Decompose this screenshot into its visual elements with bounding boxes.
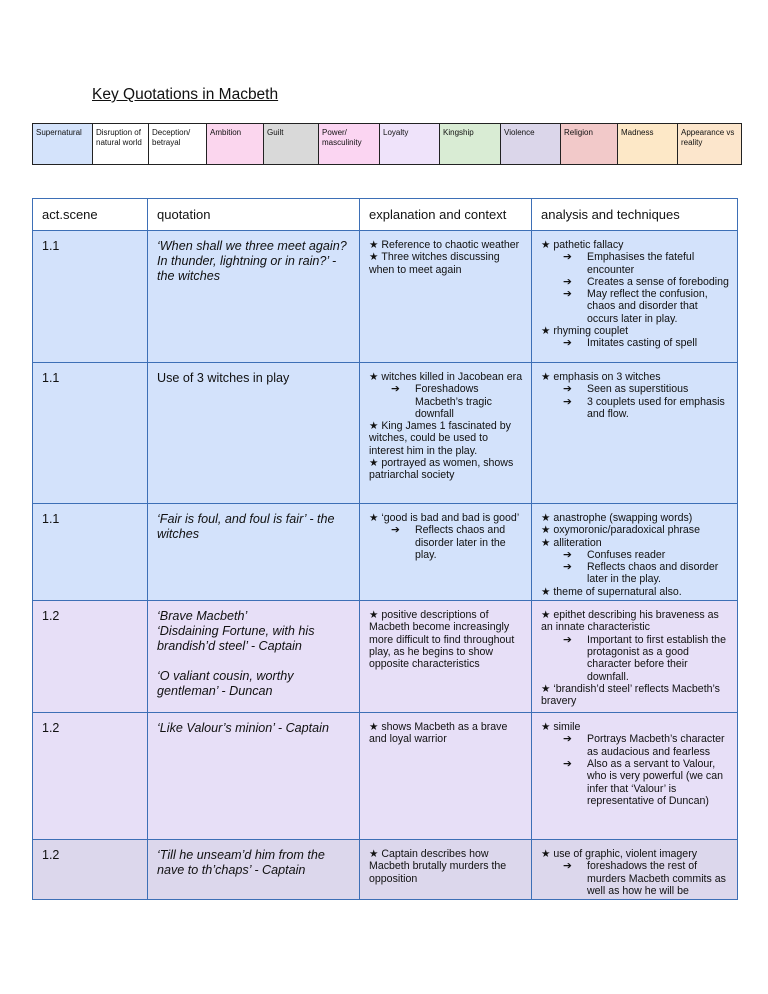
- bullet-text: King James 1 fascinated by witches, could be used to interest him in the play.: [369, 420, 511, 457]
- star-icon: ★: [541, 371, 554, 383]
- arrow-icon: ➔: [563, 337, 572, 350]
- act-scene-cell: 1.2: [33, 713, 148, 840]
- bullet-point: [369, 239, 524, 251]
- quotation-cell: [148, 601, 360, 713]
- bullet-text: positive descriptions of Macbeth become increasingly more difficult to find throughout play, as he begins to show opposite characteristics: [369, 609, 515, 671]
- key-appearance-vs-reality: Appearance vs reality: [678, 124, 742, 165]
- quotation-cell: [148, 231, 360, 363]
- quotation-cell: [148, 504, 360, 601]
- sub-bullet-point: [541, 337, 730, 349]
- sub-bullet-point: [541, 733, 730, 758]
- quotation-line: ‘Like Valour’s minion’ - Captain: [157, 721, 329, 736]
- bullet-text: Seen as superstitious: [587, 383, 689, 396]
- quotations-table: [32, 198, 738, 900]
- bullet-point: [369, 848, 524, 885]
- bullet-text: shows Macbeth as a brave and loyal warrior: [369, 721, 508, 746]
- sub-bullet-point: [541, 758, 730, 807]
- sub-bullet-point: [541, 860, 730, 897]
- star-icon: ★: [369, 721, 382, 734]
- star-icon: ★: [541, 848, 554, 861]
- header-row: [33, 199, 738, 231]
- page-title: Key Quotations in Macbeth: [92, 86, 279, 103]
- analysis-cell: [532, 504, 738, 601]
- sub-bullet-point: [541, 561, 730, 586]
- analysis-cell: [532, 363, 738, 504]
- bullet-text: theme of supernatural also.: [553, 585, 682, 598]
- bullet-text: Reference to chaotic weather: [381, 239, 520, 251]
- star-icon: ★: [541, 512, 554, 524]
- star-icon: ★: [541, 609, 554, 622]
- sub-bullet-point: [369, 524, 524, 561]
- key-supernatural: Supernatural: [33, 124, 93, 165]
- bullet-text: Also as a servant to Valour, who is very powerful (we can infer that ‘Valour’ is representative of Duncan): [587, 757, 724, 807]
- arrow-icon: ➔: [563, 395, 572, 408]
- header-quotation: quotation: [148, 199, 360, 231]
- analysis-cell: [532, 840, 738, 900]
- arrow-icon: ➔: [563, 548, 572, 561]
- bullet-point: [369, 721, 524, 746]
- bullet-text: use of graphic, violent imagery: [553, 848, 698, 861]
- arrow-icon: ➔: [563, 633, 572, 646]
- star-icon: ★: [541, 721, 554, 734]
- bullet-text: epithet describing his braveness as an innate characteristic: [541, 609, 719, 634]
- sub-bullet-point: [541, 634, 730, 683]
- quotation-line: ‘Brave Macbeth’: [157, 609, 248, 624]
- bullet-point: [541, 325, 730, 337]
- bullet-text: portrayed as women, shows patriarchal society: [369, 457, 514, 482]
- arrow-icon: ➔: [563, 860, 572, 873]
- bullet-text: pathetic fallacy: [553, 239, 624, 251]
- star-icon: ★: [541, 239, 554, 251]
- arrow-icon: ➔: [563, 561, 572, 574]
- bullet-point: [541, 721, 730, 733]
- bullet-point: [369, 251, 524, 276]
- sub-bullet-point: [541, 276, 730, 288]
- bullet-text: Portrays Macbeth’s character as audacious and fearless: [587, 733, 725, 758]
- star-icon: ★: [541, 524, 554, 537]
- explanation-cell: [360, 601, 532, 713]
- act-scene-cell: 1.1: [33, 231, 148, 363]
- act-scene-cell: 1.1: [33, 363, 148, 504]
- explanation-cell: [360, 231, 532, 363]
- bullet-point: [541, 371, 730, 383]
- star-icon: ★: [541, 682, 554, 695]
- table-row: [33, 363, 738, 504]
- explanation-cell: [360, 713, 532, 840]
- key-power-masculinity: Power/ masculinity: [319, 124, 380, 165]
- bullet-point: [541, 609, 730, 634]
- bullet-text: Captain describes how Macbeth brutally murders the opposition: [369, 848, 507, 885]
- arrow-icon: ➔: [563, 275, 572, 288]
- sub-bullet-point: [369, 383, 524, 420]
- act-scene-cell: 1.2: [33, 601, 148, 713]
- bullet-text: May reflect the confusion, chaos and disorder that occurs later in play.: [587, 288, 708, 325]
- header-act-scene: act.scene: [33, 199, 148, 231]
- bullet-text: Reflects chaos and disorder later in the play.: [415, 524, 506, 561]
- key-kingship: Kingship: [440, 124, 501, 165]
- star-icon: ★: [369, 457, 382, 470]
- bullet-point: [541, 524, 730, 536]
- key-madness: Madness: [618, 124, 678, 165]
- bullet-text: oxymoronic/paradoxical phrase: [553, 524, 700, 537]
- bullet-text: witches killed in Jacobean era: [381, 371, 523, 383]
- bullet-point: [369, 371, 524, 383]
- arrow-icon: ➔: [391, 524, 400, 537]
- bullet-text: rhyming couplet: [553, 325, 629, 338]
- bullet-point: [541, 586, 730, 598]
- arrow-icon: ➔: [563, 251, 572, 264]
- bullet-point: [541, 239, 730, 251]
- bullet-point: [541, 683, 730, 708]
- bullet-text: 3 couplets used for emphasis and flow.: [587, 395, 725, 420]
- theme-key-row: [33, 124, 742, 165]
- quotation-cell: [148, 363, 360, 504]
- star-icon: ★: [369, 239, 382, 251]
- bullet-text: ‘good is bad and bad is good’: [381, 512, 520, 524]
- bullet-point: [369, 609, 524, 670]
- key-deception-betrayal: Deception/ betrayal: [149, 124, 207, 165]
- star-icon: ★: [369, 609, 382, 622]
- arrow-icon: ➔: [563, 733, 572, 746]
- quotation-line: ‘Till he unseam’d him from the nave to th’chaps’ - Captain: [157, 848, 325, 878]
- star-icon: ★: [541, 536, 554, 549]
- arrow-icon: ➔: [563, 288, 572, 301]
- table-row: [33, 601, 738, 713]
- bullet-text: Three witches discussing when to meet again: [369, 251, 500, 276]
- explanation-cell: [360, 504, 532, 601]
- arrow-icon: ➔: [563, 757, 572, 770]
- table-row: [33, 713, 738, 840]
- table-row: [33, 840, 738, 900]
- bullet-text: Imitates casting of spell: [587, 337, 698, 350]
- quotation-line: ‘Disdaining Fortune, with his brandish’d steel’ - Captain: [157, 624, 315, 654]
- star-icon: ★: [369, 512, 382, 524]
- table-row: [33, 231, 738, 363]
- bullet-text: Creates a sense of foreboding: [587, 275, 729, 288]
- explanation-cell: [360, 363, 532, 504]
- star-icon: ★: [541, 325, 554, 338]
- bullet-text: emphasis on 3 witches: [553, 371, 661, 383]
- bullet-point: [541, 512, 730, 524]
- header-analysis: analysis and techniques: [532, 199, 738, 231]
- quotation-line: [157, 655, 352, 669]
- key-violence: Violence: [501, 124, 561, 165]
- header-explanation: explanation and context: [360, 199, 532, 231]
- key-loyalty: Loyalty: [380, 124, 440, 165]
- bullet-text: Emphasises the fateful encounter: [587, 251, 695, 276]
- bullet-point: [541, 537, 730, 549]
- star-icon: ★: [541, 585, 554, 598]
- explanation-cell: [360, 840, 532, 900]
- quotation-line: Use of 3 witches in play: [157, 371, 290, 385]
- act-scene-cell: 1.1: [33, 504, 148, 601]
- key-religion: Religion: [561, 124, 618, 165]
- analysis-cell: [532, 601, 738, 713]
- sub-bullet-point: [541, 288, 730, 325]
- sub-bullet-point: [541, 251, 730, 276]
- sub-bullet-point: [541, 549, 730, 561]
- bullet-text: Reflects chaos and disorder later in the play.: [587, 561, 719, 586]
- star-icon: ★: [369, 848, 382, 861]
- bullet-text: foreshadows the rest of murders Macbeth commits as well as how he will be: [587, 860, 726, 897]
- analysis-cell: [532, 713, 738, 840]
- quotation-cell: [148, 713, 360, 840]
- bullet-text: simile: [553, 721, 581, 734]
- arrow-icon: ➔: [391, 383, 400, 396]
- star-icon: ★: [369, 371, 382, 383]
- quotation-line: ‘O valiant cousin, worthy gentleman’ - Duncan: [157, 668, 294, 698]
- bullet-text: alliteration: [553, 536, 602, 549]
- bullet-point: [541, 848, 730, 860]
- sub-bullet-point: [541, 383, 730, 395]
- bullet-point: [369, 512, 524, 524]
- bullet-text: ‘brandish’d steel’ reflects Macbeth’s bravery: [541, 682, 720, 708]
- key-ambition: Ambition: [207, 124, 264, 165]
- bullet-point: [369, 420, 524, 457]
- key-guilt: Guilt: [264, 124, 319, 165]
- key-disruption-of-natural-world: Disruption of natural world: [93, 124, 149, 165]
- sub-bullet-point: [541, 396, 730, 421]
- bullet-text: Foreshadows Macbeth’s tragic downfall: [415, 383, 492, 420]
- star-icon: ★: [369, 420, 382, 433]
- star-icon: ★: [369, 251, 382, 264]
- table-row: [33, 504, 738, 601]
- bullet-text: Confuses reader: [587, 548, 666, 561]
- quotation-line: ‘When shall we three meet again? In thunder, lightning or in rain?’ - the witches: [157, 239, 347, 284]
- bullet-text: anastrophe (swapping words): [553, 512, 693, 524]
- analysis-cell: [532, 231, 738, 363]
- arrow-icon: ➔: [563, 383, 572, 396]
- quotation-cell: [148, 840, 360, 900]
- bullet-point: [369, 457, 524, 482]
- theme-key-table: [32, 123, 742, 165]
- quotation-line: ‘Fair is foul, and foul is fair’ - the witches: [157, 512, 335, 542]
- act-scene-cell: 1.2: [33, 840, 148, 900]
- bullet-text: Important to first establish the protagonist as a good character before their downfall.: [587, 633, 726, 683]
